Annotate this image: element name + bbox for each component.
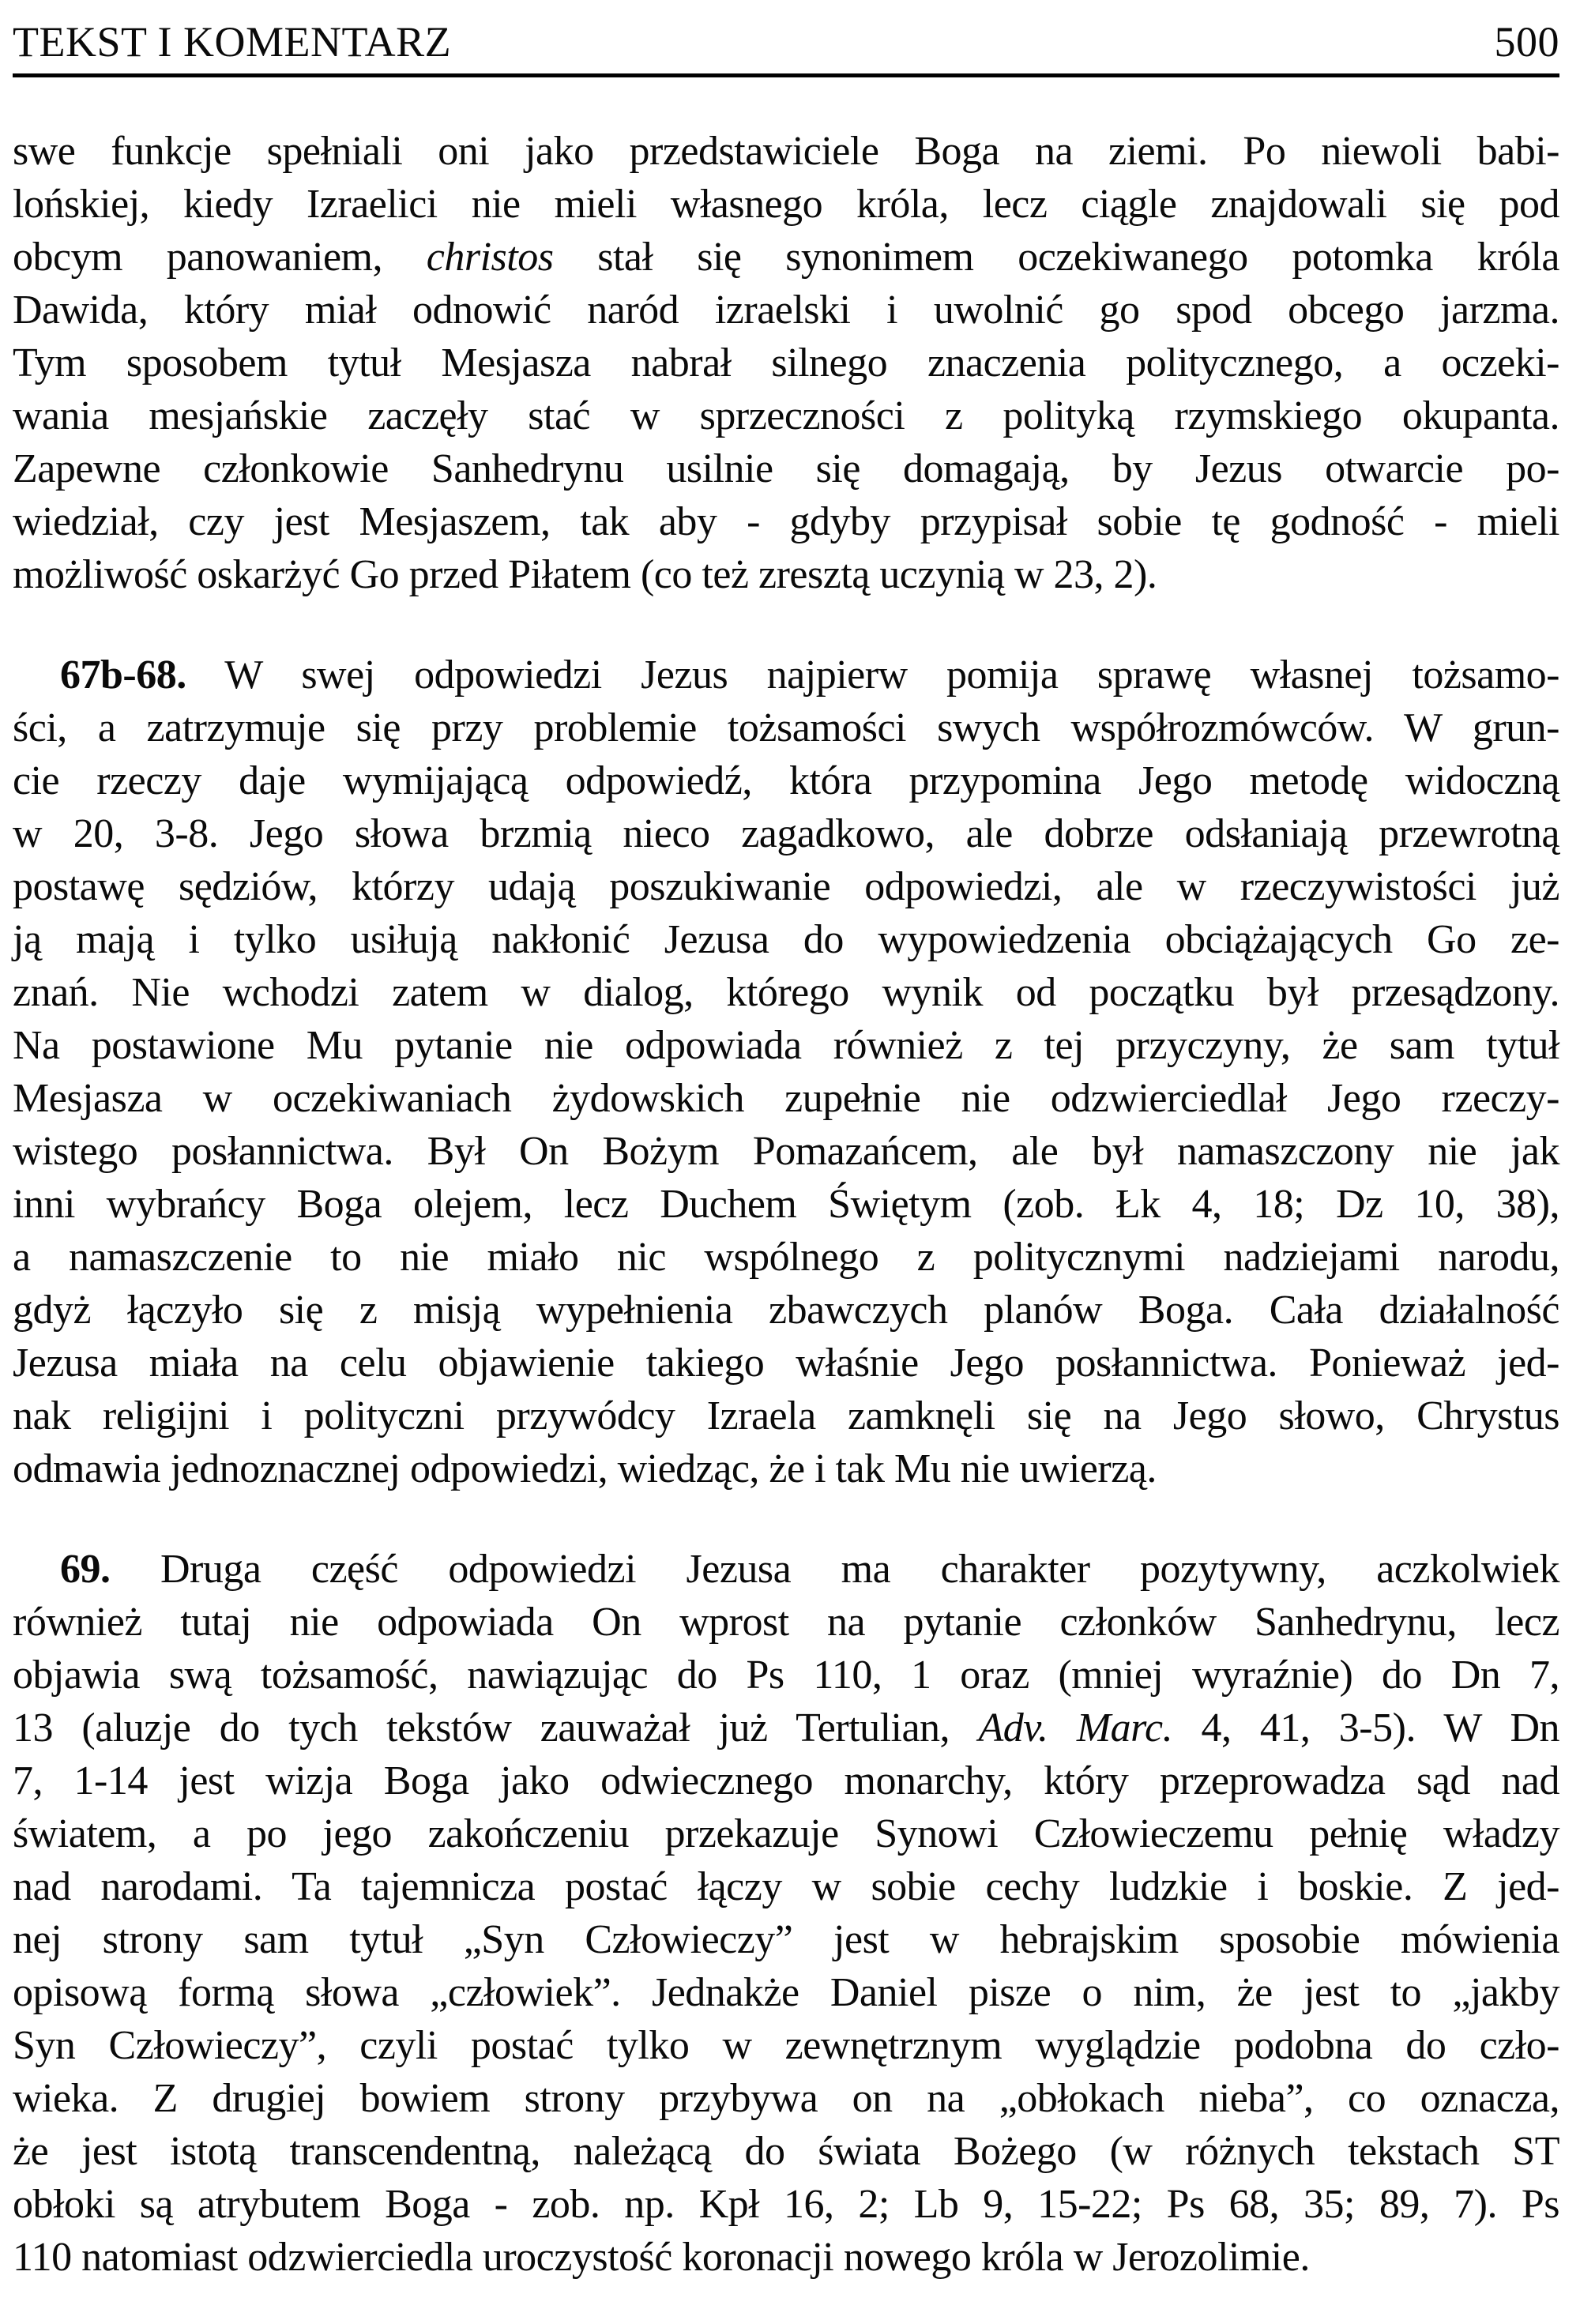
verse-number: 67b-68.	[60, 652, 186, 698]
text-line	[13, 701, 1559, 754]
text-line	[13, 966, 1559, 1019]
text-line	[13, 860, 1559, 913]
text-line	[13, 178, 1559, 231]
text-line	[13, 337, 1559, 389]
text-segment: gdyż łączyło się z misją wypełnienia zbawczych planów Boga. Cała działalność	[13, 1288, 1559, 1333]
italic-term: christos	[426, 235, 554, 280]
page-header	[13, 18, 1559, 66]
italic-term: Adv. Marc.	[978, 1705, 1173, 1751]
text-line	[13, 913, 1559, 966]
text-line	[13, 649, 1559, 701]
text-line	[13, 1543, 1559, 1596]
text-line	[13, 2231, 1559, 2284]
text-segment: nej strony sam tytuł „Syn Człowieczy” jest w hebrajskim sposobie mówienia	[13, 1917, 1559, 1962]
running-title: TEKST I KOMENTARZ	[13, 18, 452, 66]
text-segment: Mesjasza w oczekiwaniach żydowskich zupełnie nie odzwierciedlał Jego rzeczy-	[13, 1076, 1559, 1121]
text-segment: 7, 1-14 jest wizja Boga jako odwiecznego monarchy, który przeprowadza sąd nad	[13, 1758, 1559, 1803]
text-line	[13, 1702, 1559, 1754]
text-segment: objawia swą tożsamość, nawiązując do Ps 110, 1 oraz (mniej wyraźnie) do Dn 7,	[13, 1653, 1559, 1698]
text-segment: inni wybrańcy Boga olejem, lecz Duchem Świętym (zob. Łk 4, 18; Dz 10, 38),	[13, 1182, 1559, 1227]
commentary-text	[13, 125, 1559, 2284]
text-segment: w 20, 3-8. Jego słowa brzmią nieco zagadkowo, ale dobrze odsłaniają przewrotną	[13, 811, 1559, 856]
text-line	[13, 2072, 1559, 2125]
text-line	[13, 2019, 1559, 2072]
text-segment: 13 (aluzje do tych tekstów zauważał już Tertulian,	[13, 1705, 979, 1751]
text-line	[13, 495, 1559, 548]
text-segment: również tutaj nie odpowiada On wprost na pytanie członków Sanhedrynu, lecz	[13, 1600, 1559, 1645]
text-line	[13, 1231, 1559, 1284]
text-line	[13, 442, 1559, 495]
text-segment: opisową formą słowa „człowiek”. Jednakże Daniel pisze o nim, że jest to „jakby	[13, 1970, 1559, 2015]
text-segment: Tym sposobem tytuł Mesjasza nabrał silnego znaczenia politycznego, a oczeki-	[13, 340, 1559, 385]
text-segment: światem, a po jego zakończeniu przekazuje Synowi Człowieczemu pełnię władzy	[13, 1811, 1559, 1856]
text-segment: odmawia jednoznacznej odpowiedzi, wiedząc, że i tak Mu nie uwierzą.	[13, 1446, 1157, 1491]
text-segment: nak religijni i polityczni przywódcy Izraela zamknęli się na Jego słowo, Chrystus	[13, 1393, 1559, 1438]
text-segment: Zapewne członkowie Sanhedrynu usilnie się domagają, by Jezus otwarcie po-	[13, 446, 1559, 491]
paragraph	[13, 649, 1559, 1495]
paragraph	[13, 125, 1559, 601]
text-segment: nad narodami. Ta tajemnicza postać łączy w sobie cechy ludzkie i boskie. Z jed-	[13, 1864, 1559, 1909]
text-segment: ją mają i tylko usiłują nakłonić Jezusa do wypowiedzenia obciążających Go ze-	[13, 917, 1559, 962]
text-segment: stał się synonimem oczekiwanego potomka króla	[553, 235, 1559, 280]
text-segment: obcym panowaniem,	[13, 235, 427, 280]
text-segment: że jest istotą transcendentną, należącą do świata Bożego (w różnych tekstach ST	[13, 2129, 1559, 2174]
text-line	[13, 1807, 1559, 1860]
text-line	[13, 1072, 1559, 1125]
text-line	[13, 1966, 1559, 2019]
text-segment: postawę sędziów, którzy udają poszukiwanie odpowiedzi, ale w rzeczywistości już	[13, 864, 1559, 909]
text-segment: cie rzeczy daje wymijającą odpowiedź, która przypomina Jego metodę widoczną	[13, 758, 1559, 803]
text-segment: ści, a zatrzymuje się przy problemie tożsamości swych współrozmówców. W grun-	[13, 705, 1559, 750]
page-number: 500	[1494, 18, 1559, 66]
text-segment: swe funkcje spełniali oni jako przedstawiciele Boga na ziemi. Po niewoli babi-	[13, 129, 1559, 174]
text-line	[13, 231, 1559, 284]
text-line	[13, 548, 1559, 601]
text-segment: W swej odpowiedzi Jezus najpierw pomija sprawę własnej tożsamo-	[186, 652, 1559, 698]
text-segment: Na postawione Mu pytanie nie odpowiada również z tej przyczyny, że sam tytuł	[13, 1023, 1559, 1068]
text-segment: wania mesjańskie zaczęły stać w sprzeczności z polityką rzymskiego okupanta.	[13, 393, 1559, 438]
text-line	[13, 1178, 1559, 1231]
text-line	[13, 1019, 1559, 1072]
text-segment: lońskiej, kiedy Izraelici nie mieli własnego króla, lecz ciągle znajdowali się pod	[13, 182, 1559, 227]
text-line	[13, 1860, 1559, 1913]
text-line	[13, 1390, 1559, 1442]
text-line	[13, 1284, 1559, 1337]
text-line	[13, 389, 1559, 442]
text-line	[13, 1649, 1559, 1702]
text-segment: 110 natomiast odzwierciedla uroczystość koronacji nowego króla w Jerozolimie.	[13, 2235, 1310, 2280]
text-line	[13, 125, 1559, 178]
text-segment: wiedział, czy jest Mesjaszem, tak aby - gdyby przypisał sobie tę godność - mieli	[13, 499, 1559, 544]
verse-number: 69.	[60, 1547, 111, 1592]
text-line	[13, 1754, 1559, 1807]
text-line	[13, 807, 1559, 860]
text-line	[13, 1913, 1559, 1966]
text-line	[13, 754, 1559, 807]
text-line	[13, 284, 1559, 337]
text-line	[13, 1125, 1559, 1178]
text-segment: 4, 41, 3-5). W Dn	[1172, 1705, 1560, 1751]
text-segment: znań. Nie wchodzi zatem w dialog, którego wynik od początku był przesądzony.	[13, 970, 1559, 1015]
text-line	[13, 1337, 1559, 1390]
paragraph	[13, 1543, 1559, 2284]
text-segment: obłoki są atrybutem Boga - zob. np. Kpł 16, 2; Lb 9, 15-22; Ps 68, 35; 89, 7). Ps	[13, 2182, 1559, 2227]
text-segment: wistego posłannictwa. Był On Bożym Pomazańcem, ale był namaszczony nie jak	[13, 1129, 1559, 1174]
text-segment: wieka. Z drugiej bowiem strony przybywa on na „obłokach nieba”, co oznacza,	[13, 2076, 1559, 2121]
text-segment: możliwość oskarżyć Go przed Piłatem (co też zresztą uczynią w 23, 2).	[13, 552, 1157, 597]
text-segment: Dawida, który miał odnowić naród izraelski i uwolnić go spod obcego jarzma.	[13, 288, 1559, 333]
text-line	[13, 1596, 1559, 1649]
text-line	[13, 1442, 1559, 1495]
text-segment: Jezusa miała na celu objawienie takiego właśnie Jego posłannictwa. Ponieważ jed-	[13, 1341, 1559, 1386]
text-line	[13, 2178, 1559, 2231]
text-line	[13, 2125, 1559, 2178]
header-rule	[13, 73, 1559, 77]
text-segment: Syn Człowieczy”, czyli postać tylko w zewnętrznym wyglądzie podobna do czło-	[13, 2023, 1559, 2068]
text-segment: Druga część odpowiedzi Jezusa ma charakter pozytywny, aczkolwiek	[110, 1547, 1559, 1592]
text-segment: a namaszczenie to nie miało nic wspólnego z politycznymi nadziejami narodu,	[13, 1235, 1559, 1280]
